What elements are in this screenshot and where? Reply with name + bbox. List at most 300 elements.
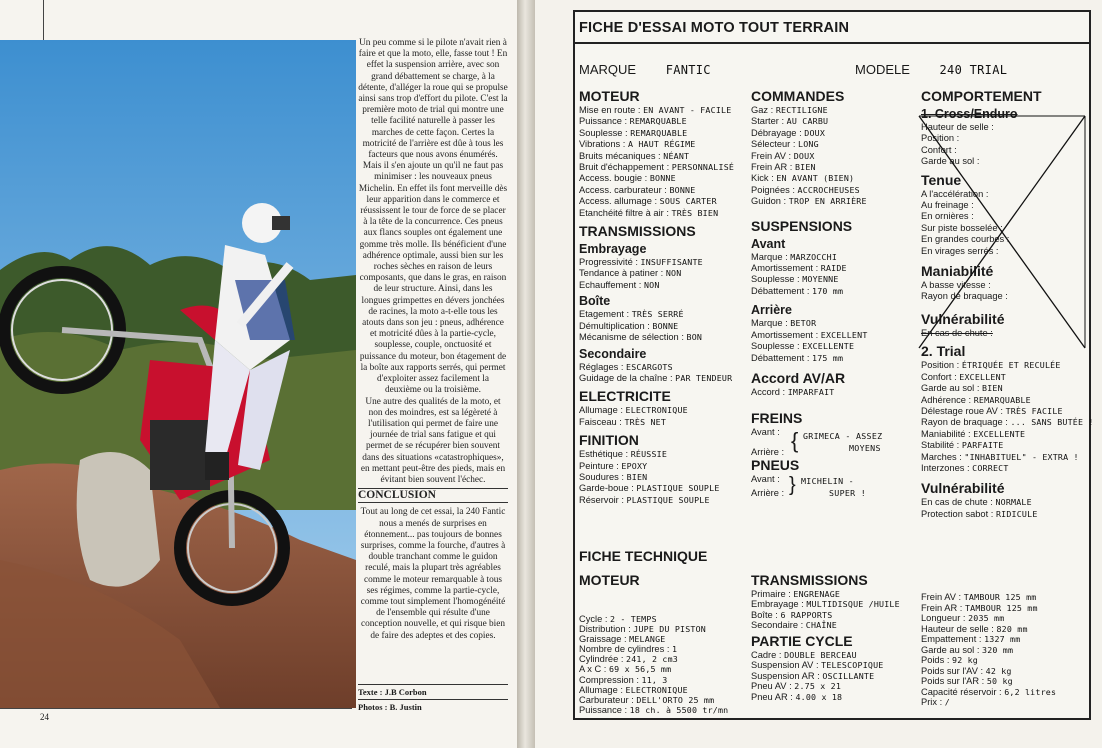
field-value: 2 - TEMPS: [610, 614, 657, 624]
field-value: TRÈS NET: [624, 416, 667, 427]
field-row: [579, 705, 754, 715]
field-value: OSCILLANTE: [822, 670, 875, 681]
field-row: [751, 620, 921, 630]
field-label: Protection sabot :: [921, 508, 994, 519]
field-label: Débattement :: [751, 285, 810, 296]
field-row: [751, 589, 921, 599]
field-value: 42 kg: [985, 665, 1012, 676]
conclusion-heading: CONCLUSION: [358, 488, 508, 503]
field-value: 241, 2 cm3: [626, 654, 678, 665]
column-moteur: [579, 84, 749, 506]
field-value: BETOR: [790, 318, 817, 329]
field-label: Hauteur de selle :: [921, 623, 994, 634]
field-value: DOUX: [793, 150, 815, 161]
finition-rows: [579, 449, 749, 506]
field-label: Mise en route :: [579, 105, 641, 115]
field-value: REMARQUABLE: [629, 116, 687, 127]
field-label: Access. carburateur :: [579, 184, 667, 195]
field-label: A x C :: [579, 664, 607, 675]
field-value: 18 ch. à 5500 tr/mn: [629, 704, 729, 715]
field-label: Gaz :: [751, 105, 774, 115]
left-page: [0, 0, 517, 748]
field-label: Cadre :: [751, 649, 782, 660]
field-label: Frein AV :: [921, 592, 962, 602]
boite-rows: [579, 309, 749, 343]
article-column: [358, 38, 508, 642]
field-value: BONNE: [649, 173, 676, 184]
field-value: ESCARGOTS: [626, 361, 673, 372]
field-row: [579, 139, 749, 150]
field-row: [579, 634, 754, 644]
field-row: [751, 196, 916, 207]
field-label: Prix :: [921, 697, 943, 707]
freins-value-line1: GRIMECA - ASSEZ: [803, 431, 883, 442]
field-value: EPOXY: [621, 460, 648, 471]
field-label: Etanchéité filtre à air :: [579, 207, 669, 218]
field-row: [751, 128, 916, 139]
field-row: [579, 128, 749, 139]
field-value: PLASTIQUE SOUPLE: [626, 494, 710, 505]
tech-moteur-rows: [579, 614, 754, 715]
subheading-trial: 2. Trial: [921, 343, 966, 360]
field-label: Garde au sol :: [921, 383, 980, 394]
field-value: 4.00 x 18: [795, 692, 843, 702]
field-label: Suspension AR :: [751, 670, 820, 681]
trial-rows: [921, 360, 1094, 474]
field-label: Au freinage :: [921, 200, 974, 211]
field-label: Bruits mécaniques :: [579, 150, 661, 161]
vulnerabilite-row: En cas de chute :: [921, 327, 993, 338]
modele-field: [855, 62, 1007, 77]
field-value: 92 kg: [952, 655, 978, 665]
pneus-avant-label: Avant :: [751, 474, 780, 485]
field-label: Peinture :: [579, 460, 619, 471]
section-heading-freins: FREINS: [751, 410, 803, 427]
field-value: BIEN: [982, 383, 1003, 394]
field-value: PARFAITE: [961, 440, 1004, 451]
field-row: [579, 624, 754, 634]
field-value: 69 x 56,5 mm: [608, 664, 672, 675]
field-label: En virages serrés :: [921, 245, 999, 256]
section-heading-commandes: COMMANDES: [751, 88, 845, 104]
field-row: [921, 676, 1089, 687]
field-row: [579, 685, 754, 695]
field-row: [751, 185, 916, 196]
field-label: Confort :: [921, 144, 957, 155]
brace-icon: }: [789, 474, 796, 497]
field-value: ELECTRONIQUE: [625, 405, 688, 416]
field-value: TELESCOPIQUE: [821, 660, 884, 671]
field-row: [921, 697, 1089, 708]
field-label: Amortissement :: [751, 263, 819, 274]
field-row: [921, 429, 1089, 440]
field-value: REMARQUABLE: [630, 127, 688, 138]
field-value: ENGRENAGE: [793, 589, 841, 599]
section-heading-fiche-technique: FICHE TECHNIQUE: [579, 548, 708, 564]
field-value: EXCELLENT: [959, 371, 1007, 382]
conclusion-text: Tout au long de cet essai, la 240 Fantic nous a menés de surprises en étonnement... pas toujours de bonnes surprises, comme la fourche, d'autres à double tranchant comme le guidon reculé, mais la plupart très agréables comme le moteur remarquable à tous ses régimes, comme la partie-cycle, comme tout simplement l'homogénéité de l'ensemble qui résulte d'une conception nouvelle, et qui risque bien de faire des adeptes et des copies.: [360, 507, 506, 641]
field-row: [921, 634, 1089, 645]
field-value: RECTILIGNE: [775, 105, 828, 115]
field-row: [751, 151, 916, 162]
field-label: Suspension AV :: [751, 660, 819, 671]
field-label: Pneu AV :: [751, 681, 792, 692]
field-label: Mécanisme de sélection :: [579, 332, 684, 343]
field-value: BIEN: [794, 162, 816, 173]
field-label: Souplesse :: [751, 274, 800, 285]
field-label: Poids :: [921, 655, 950, 665]
field-row: [579, 362, 749, 373]
field-value: A HAUT RÉGIME: [627, 139, 696, 150]
field-label: Vibrations :: [579, 139, 626, 150]
field-label: Puissance :: [579, 116, 628, 127]
field-row: [579, 461, 749, 472]
field-label: Réservoir :: [579, 494, 624, 505]
field-row: [921, 452, 1089, 463]
field-value: REMARQUABLE: [973, 394, 1031, 405]
field-label: Garde-boue :: [579, 483, 634, 494]
field-label: Sélecteur :: [751, 139, 796, 150]
field-label: Marches :: [921, 451, 962, 462]
field-value: NON: [643, 279, 660, 290]
field-value: PAR TENDEUR: [675, 372, 733, 383]
pneus-value-line1: MICHELIN -: [801, 476, 854, 487]
field-label: Cylindrée :: [579, 654, 624, 665]
field-row: [579, 116, 749, 127]
accord-label: Accord :: [751, 386, 786, 397]
field-label: Marque :: [751, 318, 788, 329]
field-row: [921, 372, 1089, 383]
field-label: Rayon de braquage :: [921, 291, 1008, 302]
subheading-vulnerabilite-trial: Vulnérabilité: [921, 480, 1005, 497]
field-label: En grandes courbes :: [921, 234, 1010, 245]
field-label: Débrayage :: [751, 127, 802, 138]
divider-line: [575, 42, 1089, 44]
field-value: TAMBOUR 125 mm: [964, 602, 1038, 613]
modele-label: MODELE: [855, 62, 910, 77]
marque-field: [579, 62, 711, 77]
field-row: [751, 681, 921, 692]
field-value: MELANGE: [629, 634, 666, 645]
field-label: A basse vitesse :: [921, 280, 991, 291]
field-row: [579, 162, 749, 173]
field-label: Allumage :: [579, 405, 623, 416]
field-value: EXCELLENTE: [802, 341, 855, 352]
column-commandes: [751, 84, 916, 500]
field-row: [921, 360, 1089, 371]
field-row: [579, 614, 754, 624]
field-row: [579, 332, 749, 343]
field-value: 50 kg: [986, 676, 1013, 686]
modele-value: 240 TRIAL: [939, 63, 1008, 77]
section-heading-tech-transmissions: TRANSMISSIONS: [751, 572, 868, 588]
vulnerabilite-trial-rows: [921, 497, 1089, 520]
field-label: Nombre de cylindres :: [579, 644, 670, 655]
field-row: [751, 116, 916, 127]
field-row: [751, 692, 921, 703]
field-value: EN AVANT (BIEN): [776, 173, 855, 184]
field-label: Poignées :: [751, 184, 795, 195]
section-heading-comportement: COMPORTEMENT: [921, 88, 1042, 104]
field-row: [751, 286, 916, 297]
tech-dimension-rows: [921, 592, 1089, 708]
subheading-tenue: Tenue: [921, 171, 962, 188]
field-value: 2035 mm: [968, 613, 1005, 623]
field-label: Longueur :: [921, 613, 966, 623]
section-heading-finition: FINITION: [579, 432, 639, 449]
partie-cycle-rows: [751, 650, 921, 703]
field-value: 2.75 x 21: [794, 681, 842, 692]
field-row: [921, 592, 1089, 603]
field-value: BIEN: [626, 471, 648, 482]
field-row: [921, 603, 1089, 614]
field-row: [579, 495, 749, 506]
field-value: NORMALE: [995, 497, 1032, 508]
field-row: [751, 318, 916, 329]
field-label: Soudures :: [579, 471, 624, 482]
field-value: CORRECT: [972, 462, 1009, 473]
field-label: Frein AV :: [751, 150, 792, 161]
column-tech-transmissions: [751, 572, 921, 703]
field-label: Garde au sol :: [921, 644, 980, 655]
subheading-maniabilite: Maniabilité: [921, 263, 994, 280]
field-row: [579, 196, 749, 207]
field-label: Sur piste bosselée :: [921, 222, 1003, 233]
moteur-rows: [579, 105, 749, 219]
article-paragraph: Une autre des qualités de la moto, et non des moindres, est sa légèreté à l'utilisation qui permet de faire une journée de trial sans fatigue et qui permet de se récupérer bien souvent dans des situations «catastrophiques», en mettant peut-être des pieds, mais en évitant bien souvent l'échec.: [360, 396, 506, 485]
field-value: 1: [672, 644, 678, 655]
field-value: 6 RAPPORTS: [780, 609, 833, 620]
field-row: [579, 664, 754, 674]
field-row: [579, 208, 749, 219]
commandes-rows: [751, 105, 916, 208]
suspension-arriere-rows: [751, 318, 916, 364]
field-label: Guidage de la chaîne :: [579, 372, 673, 383]
freins-arriere-label: Arrière :: [751, 447, 785, 458]
field-label: Délestage roue AV :: [921, 405, 1004, 416]
section-heading-suspensions: SUSPENSIONS: [751, 217, 853, 234]
subheading-arriere: Arrière: [751, 303, 792, 318]
field-row: [751, 330, 916, 341]
field-row: [921, 655, 1089, 666]
field-label: Tendance à patiner :: [579, 268, 664, 279]
section-heading-pneus: PNEUS: [751, 457, 800, 474]
field-label: Embrayage :: [751, 599, 804, 610]
field-row: [751, 650, 921, 661]
field-label: Adhérence :: [921, 394, 972, 405]
brace-icon: {: [791, 428, 799, 454]
field-label: Access. allumage :: [579, 196, 658, 207]
field-value: DELL'ORTO 25 mm: [636, 694, 715, 705]
field-label: Access. bougie :: [579, 173, 648, 184]
field-row: [751, 252, 916, 263]
field-row: [579, 105, 749, 116]
field-label: Graissage :: [579, 634, 627, 645]
field-value: /: [944, 697, 950, 707]
field-value: DOUX: [804, 127, 826, 138]
field-row: [751, 353, 916, 364]
section-heading-accord: Accord AV/AR: [751, 369, 846, 386]
field-row: [751, 610, 921, 620]
field-value: ÉTRIQUÉE ET RECULÉE: [961, 360, 1061, 371]
field-row: [921, 463, 1089, 474]
field-row: [921, 645, 1089, 656]
field-value: SOUS CARTER: [659, 196, 717, 207]
field-label: Maniabilité :: [921, 428, 971, 439]
secondaire-rows: [579, 362, 749, 385]
field-value: JUPE DU PISTON: [633, 624, 706, 635]
page-number: 24: [40, 712, 49, 722]
field-value: RIDICULE: [995, 508, 1038, 519]
field-value: 1327 mm: [984, 634, 1021, 644]
field-row: [921, 624, 1089, 635]
field-value: 6,2 litres: [1004, 686, 1057, 697]
field-label: Réglages :: [579, 361, 624, 372]
field-row: [579, 309, 749, 320]
field-row: [579, 280, 749, 291]
field-value: LONG: [798, 139, 819, 150]
field-label: Kick :: [751, 173, 774, 184]
field-label: Etagement :: [579, 309, 630, 320]
electricite-rows: [579, 405, 749, 428]
field-label: Carburateur :: [579, 694, 634, 705]
field-row: [751, 274, 916, 285]
suspension-avant-rows: [751, 252, 916, 298]
section-heading-partie-cycle: PARTIE CYCLE: [751, 632, 853, 649]
field-label: Poids sur l'AV :: [921, 665, 984, 676]
field-value: 320 mm: [982, 644, 1014, 655]
pneus-value-line2: SUPER !: [829, 488, 867, 499]
field-row: [751, 105, 916, 116]
field-value: EN AVANT - FACILE: [643, 105, 732, 115]
field-value: 820 mm: [996, 623, 1028, 634]
field-row: [921, 497, 1089, 508]
field-label: Compression :: [579, 674, 639, 685]
field-label: Position :: [921, 133, 960, 144]
field-value: 170 mm: [812, 285, 844, 296]
field-label: Interzones :: [921, 462, 970, 473]
field-row: [579, 151, 749, 162]
field-label: Pneu AR :: [751, 692, 793, 702]
article-paragraph: Un peu comme si le pilote n'avait rien à faire et que la moto, elle, fasse tout ! En effet la suspension arrière, avec son grand débattement se charge, à la détente, d'alléger la roue qui se propulse ainsi sans trop d'effort du pilote. C'est la première moto de trial qui montre une telle facilité naturelle à passer les marches de cette façon. Certes la motricité de l'arrière est dûe à tous les facteurs que nous avons énumérés. Mais il s'en ajoute un qu'il ne faut pas minimiser : les nouveaux pneus Michelin. En effet ils font merveille dès leur apparition dans le commerce et réussissent le tour de force de se placer à la tête de la concurrence. Ces pneus aux flancs souples ont également une gomme très molle. Ils bénéficient d'une adhérence optimale, aussi bien sur les roches sèches en raison de leurs composants, que dans le gras, en raison de leur structure. Ainsi, dans les longues grimpettes en dévers jonchées de racines, la moto a-t-elle tous les atouts dans son jeu : pneus, adhérence et motricité dûes à la partie-cycle, souplesse, couple, onctuosité et puissance du moteur, bon étagement de la boîte aux rapports serrés, qui permet d'exploiter assez facilement la deuxième ou la troisième.: [358, 38, 508, 396]
embrayage-rows: [579, 257, 749, 291]
field-label: Rayon de braquage :: [921, 417, 1008, 428]
field-label: Bruit d'échappement :: [579, 162, 670, 173]
field-label: Capacité réservoir :: [921, 686, 1002, 697]
section-heading-moteur: MOTEUR: [579, 88, 640, 104]
field-value: DOUBLE BERCEAU: [784, 649, 857, 660]
field-value: INSUFFISANTE: [640, 257, 703, 268]
field-row: [751, 173, 916, 184]
accord-value: IMPARFAIT: [787, 386, 835, 397]
field-row: [579, 483, 749, 494]
tech-transmissions-rows: [751, 589, 921, 631]
field-label: Faisceau :: [579, 416, 622, 427]
field-row: [579, 173, 749, 184]
field-value: PERSONNALISÉ: [671, 162, 735, 173]
field-row: [921, 417, 1094, 428]
field-label: Démultiplication :: [579, 320, 650, 331]
field-row: [921, 383, 1089, 394]
field-label: Position :: [921, 360, 960, 371]
field-row: [579, 449, 749, 460]
field-row: [579, 373, 749, 384]
field-value: "INHABITUEL" - EXTRA !: [964, 451, 1079, 462]
subheading-boite: Boîte: [579, 294, 611, 309]
field-value: TROP EN ARRIÈRE: [788, 196, 867, 207]
field-value: MOYENNE: [802, 274, 839, 285]
field-row: [579, 417, 749, 428]
field-label: Garde au sol :: [921, 156, 980, 167]
right-page: [535, 0, 1102, 748]
field-value: CHAÎNE: [805, 620, 837, 631]
field-value: PLASTIQUE SOUPLE: [636, 483, 720, 494]
field-value: AU CARBU: [786, 116, 829, 127]
field-value: ACCROCHEUSES: [797, 184, 860, 195]
field-label: Confort :: [921, 371, 957, 382]
field-label: Guidon :: [751, 196, 787, 207]
field-label: Empattement :: [921, 634, 982, 644]
credit-text: Texte : J.B Corbon: [358, 684, 508, 699]
field-label: Cycle :: [579, 614, 608, 624]
field-row: [751, 139, 916, 150]
marque-value: FANTIC: [665, 63, 711, 77]
field-row: [921, 440, 1089, 451]
section-heading-transmissions: TRANSMISSIONS: [579, 223, 696, 240]
marque-label: MARQUE: [579, 62, 637, 77]
freins-block: [751, 427, 916, 457]
cross-out-mark: [915, 112, 1089, 352]
photo-illustration: [0, 40, 356, 708]
field-value: TRÈS SERRÉ: [631, 309, 684, 320]
field-row: [751, 599, 921, 609]
section-heading-tech-moteur: MOTEUR: [579, 572, 640, 588]
field-row: [751, 162, 916, 173]
field-label: Marque :: [751, 251, 788, 262]
field-label: Progressivité :: [579, 257, 638, 268]
field-row: [751, 341, 916, 352]
subheading-secondaire: Secondaire: [579, 346, 647, 361]
field-row: [579, 644, 754, 654]
field-label: Hauteur de selle :: [921, 122, 994, 132]
field-value: 175 mm: [812, 352, 844, 363]
field-value: EXCELLENT: [820, 329, 868, 340]
field-value: MULTIDISQUE /HUILE: [806, 599, 900, 610]
field-row: [579, 675, 754, 685]
field-label: Boîte :: [751, 609, 778, 620]
field-value: RÉUSSIE: [630, 449, 668, 460]
trial-rider-photo: [0, 40, 356, 708]
field-value: ELECTRONIQUE: [625, 684, 688, 695]
field-row: [579, 268, 749, 279]
field-value: 11, 3: [641, 674, 668, 685]
field-value: EXCELLENTE: [973, 428, 1026, 439]
field-value: BONNE: [669, 184, 696, 195]
field-label: Débattement :: [751, 352, 810, 363]
field-row: [751, 263, 916, 274]
freins-value-line2: MOYENS: [849, 443, 881, 454]
subheading-cross-enduro: 1. Cross/Enduro: [921, 107, 1018, 121]
pneus-arriere-label: Arrière :: [751, 488, 785, 499]
binding-gutter: [517, 0, 535, 748]
divider-line: [43, 0, 44, 40]
field-value: RAIDE: [820, 263, 847, 274]
field-label: Souplesse :: [579, 127, 628, 138]
field-label: Echauffement :: [579, 279, 642, 290]
subheading-embrayage: Embrayage: [579, 242, 647, 257]
field-row: [921, 509, 1089, 520]
accord-row: [751, 387, 916, 398]
